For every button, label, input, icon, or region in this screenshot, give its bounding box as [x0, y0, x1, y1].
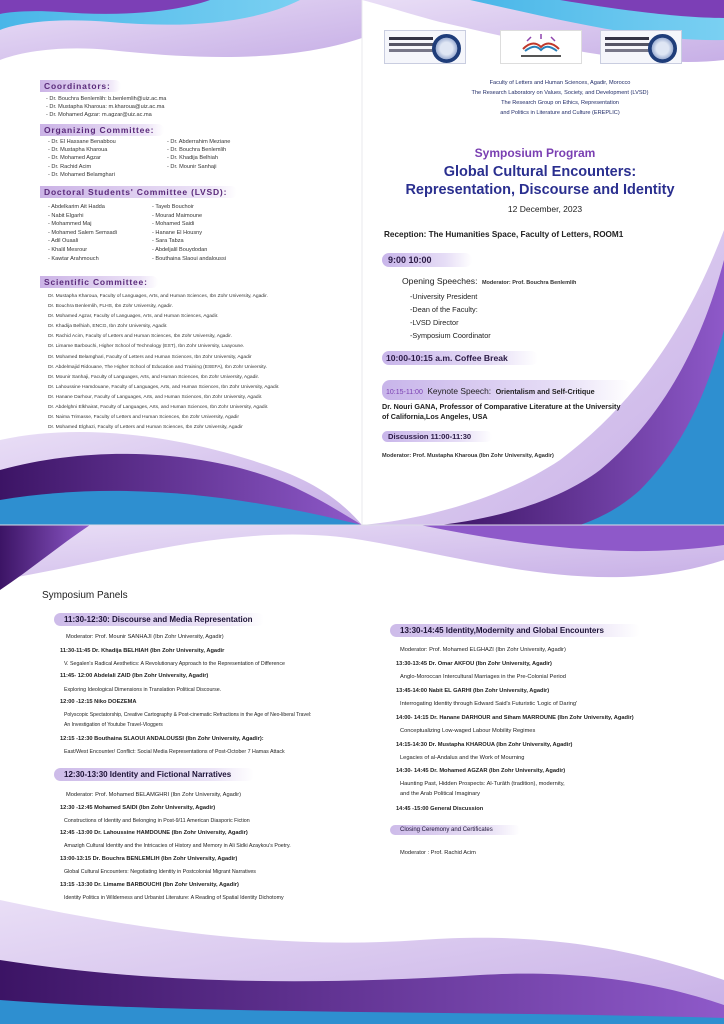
- list-item: Dr. Mohamed Elghazi, Faculty of Letters and Human Sciences, Ibn Zohr University, Agadir: [48, 425, 243, 431]
- list-item: - Mourad Maimoune: [152, 212, 203, 219]
- doctoral-left-list: [48, 203, 117, 263]
- opening-label: Opening Speeches:: [402, 276, 478, 286]
- closing-ceremony: Closing Ceremony and Certificates: [390, 825, 520, 835]
- talk-title: 12:00 -12:15 Niko DOEZEMA: [60, 699, 137, 705]
- organizing-right-list: [167, 138, 230, 171]
- talk-title: 14:15-14:30 Dr. Mustapha KHAROUA (Ibn Zohr University, Agadir): [396, 742, 573, 748]
- talk-title: 14:30- 14:45 Dr. Mohamed AGZAR (Ibn Zohr University, Agadir): [396, 768, 566, 774]
- institution-line: The Research Laboratory on Values, Society, and Development (LVSD): [471, 90, 649, 96]
- discussion-badge: Discussion 11:00-11:30: [382, 431, 492, 442]
- list-item: - Kawtar Arahmouch: [48, 255, 99, 262]
- institution-line: Faculty of Letters and Human Sciences, Agadir, Morocco: [489, 80, 631, 86]
- list-item: Dr. Khadija Belhiah, ENCG, Ibn Zohr University, Agadir.: [48, 324, 168, 330]
- list-item: - Abdeljalil Bouydodan: [152, 246, 208, 253]
- keynote-label: Keynote Speech:: [427, 386, 492, 396]
- talk-title: 11:30-11:45 Dr. Khadija BELHIAH (Ibn Zohr University, Agadir: [60, 648, 225, 654]
- list-item: Dr. Lahoussine Hamdouane, Faculty of Languages, Arts, and Human Sciences, Ibn Zohr University, Agadir.: [48, 384, 280, 390]
- institutions: [430, 78, 690, 118]
- keynote-row: [382, 380, 631, 400]
- list-item: Dr. Mounir Sanhaji, Faculty of Languages, Arts, and Human Sciences, Ibn Zohr University, Agadir.: [48, 374, 260, 380]
- list-item: Dr. Abdelmajid Ridouane, The Higher School of Education and Training (ESEFA), Ibn Zohr University.: [48, 364, 267, 370]
- reception-line: Reception: The Humanities Space, Faculty of Letters, ROOM1: [384, 230, 624, 239]
- keynote-speaker-line: of California,Los Angeles, USA: [382, 412, 488, 421]
- faculty-logo-left: [384, 30, 466, 64]
- panels-heading: Symposium Panels: [42, 590, 128, 601]
- panel-1-moderator: Moderator: Prof. Mounir SANHAJI (Ibn Zohr University, Agadir): [66, 634, 224, 640]
- discussion-moderator: Moderator: Prof. Mustapha Kharoua (Ibn Zohr University, Agadir): [382, 453, 554, 459]
- coordinators-list: [46, 95, 166, 120]
- list-item: - Hanane El Housny: [152, 229, 203, 236]
- talk-desc: Exploring Ideological Dimensions in Translation Political Discourse.: [64, 687, 222, 693]
- talk-title: 13:45-14:00 Nabit EL GARHI (Ibn Zohr University, Agadir): [396, 688, 550, 694]
- list-item: - Dr. El Hassane Benabbou: [48, 139, 116, 145]
- list-item: Dr. Limame Barbouchi, Higher School of Technology (EST), Ibn Zohr University, Laayoune.: [48, 344, 245, 350]
- list-item: - Dr. Mohamed Agzar: [48, 155, 101, 162]
- opening-speakers: [410, 290, 491, 342]
- list-item: Dr. Bouchra Benlemlih, FLHS, Ibn Zohr University, Agadir.: [48, 304, 173, 310]
- list-item: - Adil Ouaali: [48, 238, 79, 245]
- keynote-time: 10:15-11:00: [386, 389, 423, 396]
- talk-title: 12:30 -12:45 Mohamed SAIDI (Ibn Zohr University, Agadir): [60, 805, 216, 811]
- list-item: - Tayeb Bouchoir: [152, 204, 194, 210]
- institution-line: and Politics in Literature and Culture (EREPLIC): [500, 110, 620, 116]
- general-discussion: 14:45 -15:00 General Discussion: [396, 806, 484, 812]
- opening-row: [402, 271, 576, 289]
- coordinators-heading: Coordinators:: [40, 80, 121, 92]
- symposium-title-2: Representation, Discourse and Identity: [405, 182, 675, 198]
- talk-desc: Identity Politics in Wilderness and Urbanist Literature: A Reading of Spatial Identity Dichotomy: [64, 895, 284, 901]
- keynote-speaker-line: Dr. Nouri GANA, Professor of Comparative Literature at the University: [382, 402, 621, 411]
- list-item: - Mohamed Salem Semsadi: [48, 229, 118, 236]
- list-item: - Abdelkarim Ait Hadda: [48, 204, 105, 210]
- keynote-speaker: [382, 402, 620, 422]
- institution-line: The Research Group on Ethics, Representation: [501, 100, 619, 106]
- talk-desc: Constructions of Identity and Belonging in Post-9/11 American Diasporic Fiction: [64, 818, 250, 824]
- talk-desc: An Investigation of Youtube Travel-Vloggers: [64, 722, 163, 728]
- list-item: Dr. Abdelghni Elkhairat, Faculty of Languages, Arts, and Human Sciences, Ibn Zohr University, Agadir.: [48, 405, 269, 411]
- panel-2-title: 12:30-13:30 Identity and Fictional Narratives: [54, 768, 254, 781]
- list-item: - Dr. Mounir Sanhaji: [167, 163, 217, 170]
- list-item: - Mohamed Saidi: [152, 221, 195, 228]
- talk-desc: Interrogating Identity through Edward Said's Futuristic 'Logic of Daring': [400, 701, 578, 707]
- list-item: -Dean of the Faculty:: [410, 305, 478, 314]
- list-item: - Bouthaina Slaoui andaloussi: [152, 255, 227, 262]
- talk-title: 14:00- 14:15 Dr. Hanane DARHOUR and Siham MARROUNE (Ibn Zohr University, Agadir): [396, 715, 634, 721]
- list-item: - Dr. Bouchra Benlemlih: b.benlemlih@uiz.ac.ma: [46, 96, 167, 102]
- time-badge-opening: 9:00 10:00: [382, 253, 472, 267]
- keynote-title: Orientalism and Self-Critique: [495, 387, 595, 396]
- list-item: Dr. Rachid Acim, Faculty of Letters and Human Sciences, Ibn Zohr University, Agadir.: [48, 334, 232, 340]
- list-item: - Dr. Bouchra Benlemlih: [167, 147, 227, 154]
- list-item: - Dr. Rachid Acim: [48, 163, 92, 170]
- talk-title: 12:15 -12:30 Bouthaina SLAOUI ANDALOUSSI (Ibn Zohr University, Agadir):: [60, 736, 264, 742]
- program-label: Symposium Program: [474, 146, 596, 160]
- opening-moderator: Moderator: Prof. Bouchra Benlemlih: [481, 280, 577, 286]
- list-item: - Mohammed Maj: [48, 221, 92, 228]
- list-item: - Dr. Mustapha Kharoua: [48, 147, 108, 154]
- talk-desc: East/West Encounter/ Conflict: Social Media Representations of Post-October 7 Hamas Attack: [64, 749, 285, 755]
- panel-2-moderator: Moderator: Prof. Mohamed BELAMGHRI (Ibn Zohr University, Agadir): [66, 792, 242, 798]
- list-item: - Dr. Mohamed Belamghari: [48, 171, 115, 178]
- list-item: - Khalil Mesrour: [48, 246, 88, 253]
- organizing-heading: Organizing Committee:: [40, 124, 164, 136]
- talk-desc: Legacies of al-Andalus and the Work of Mourning: [400, 755, 525, 761]
- talk-title: 11:45- 12:00 Abdelali ZAID (Ibn Zohr University, Agadir): [60, 673, 209, 679]
- talk-desc: Global Cultural Encounters: Negotiating Identity in Postcolonial Migrant Narratives: [64, 869, 256, 875]
- list-item: - Dr. Khadija Belhiah: [167, 155, 218, 162]
- closing-moderator: Moderator : Prof. Rachid Acim: [400, 850, 476, 856]
- panel-3-moderator: Moderator: Prof. Mohamed ELGHAZI (Ibn Zohr University, Agadir): [400, 647, 566, 653]
- list-item: - Dr. Mustapha Kharoua: m.kharoua@uiz.ac.ma: [46, 104, 165, 111]
- talk-desc: Anglo-Moroccan Intercultural Marriages in the Pre-Colonial Period: [400, 674, 566, 680]
- list-item: -University President: [410, 292, 478, 301]
- organizing-left-list: [48, 138, 116, 179]
- panel-1-title: 11:30-12:30: Discourse and Media Representation: [54, 613, 264, 626]
- talk-desc: Amazigh Cultural Identity and the Intricacies of History and Memory in Ali Sidki Azaykou's Poetry.: [64, 843, 291, 849]
- list-item: - Dr. Abderrahim Meziane: [167, 139, 231, 145]
- doctoral-right-list: [152, 203, 226, 263]
- talk-desc: Haunting Past, Hidden Prospects: Al-Turāth (tradition), modernity,: [400, 781, 565, 787]
- book-icon: [501, 31, 581, 63]
- scientific-list: [48, 292, 280, 433]
- talk-desc: and the Arab Political Imaginary: [400, 791, 480, 797]
- list-item: Dr. Mustapha Kharoua, Faculty of Languages, Arts, and Human Sciences, Ibn Zohr University, Agadir.: [48, 294, 268, 299]
- symposium-title-1: Global Cultural Encounters:: [443, 164, 637, 180]
- talk-title: 13:15 -13:30 Dr. Limame BARBOUCHI (Ibn Zohr University, Agadir): [60, 882, 239, 888]
- list-item: Dr. Hanane Darhour, Faculty of Languages, Arts, and Human Sciences, Ibn Zohr University, Agadir.: [48, 394, 263, 400]
- scientific-heading: Scientific Committee:: [40, 276, 158, 288]
- symposium-date: 12 December, 2023: [507, 204, 583, 214]
- faculty-logo-right: [600, 30, 682, 64]
- panel-3-title: 13:30-14:45 Identity,Modernity and Global Encounters: [390, 624, 640, 637]
- list-item: -Symposium Coordinator: [410, 331, 491, 340]
- list-item: Dr. Mohamed Belamghari, Faculty of Letters and Human Sciences, Ibn Zohr University, Agadir: [48, 354, 252, 360]
- talk-desc: Conceptualizing Low-waged Labour Mobility Regimes: [400, 728, 536, 734]
- talk-title: 13:00-13:15 Dr. Bouchra BENLEMLIH (Ibn Zohr University, Agadir): [60, 856, 238, 862]
- list-item: - Sara Tabza: [152, 238, 184, 245]
- talk-desc: Polyscopic Spectatorship, Creative Cartography & Post-cinematic Refractions in the Age of Neo-liberal Travel:: [64, 712, 312, 718]
- list-item: Dr. Mohamed Agzar, Faculty of Languages, Arts, and Human Sciences, Agadir.: [48, 314, 219, 320]
- ereplic-logo: [500, 30, 582, 64]
- doctoral-heading: Doctoral Students' Committee (LVSD):: [40, 186, 237, 198]
- list-item: Dr. Naima Trimasse, Faculty of Letters and Human Sciences, Ibn Zohr University, Agadir: [48, 415, 239, 421]
- list-item: - Dr. Mohamed Agzar: m.agzar@uiz.ac.ma: [46, 112, 152, 119]
- coffee-break-badge: 10:00-10:15 a.m. Coffee Break: [382, 351, 538, 365]
- talk-title: 13:30-13:45 Dr. Omar AKFOU (Ibn Zohr University, Agadir): [396, 661, 552, 667]
- list-item: - Nabit Elgarhi: [48, 212, 84, 219]
- talk-title: 12:45 -13:00 Dr. Lahoussine HAMDOUNE (Ibn Zohr University, Agadir): [60, 830, 248, 836]
- list-item: -LVSD Director: [410, 318, 459, 327]
- talk-desc: V. Segalen's Radical Aesthetics: A Revolutionary Approach to the Representation of Difference: [64, 661, 285, 667]
